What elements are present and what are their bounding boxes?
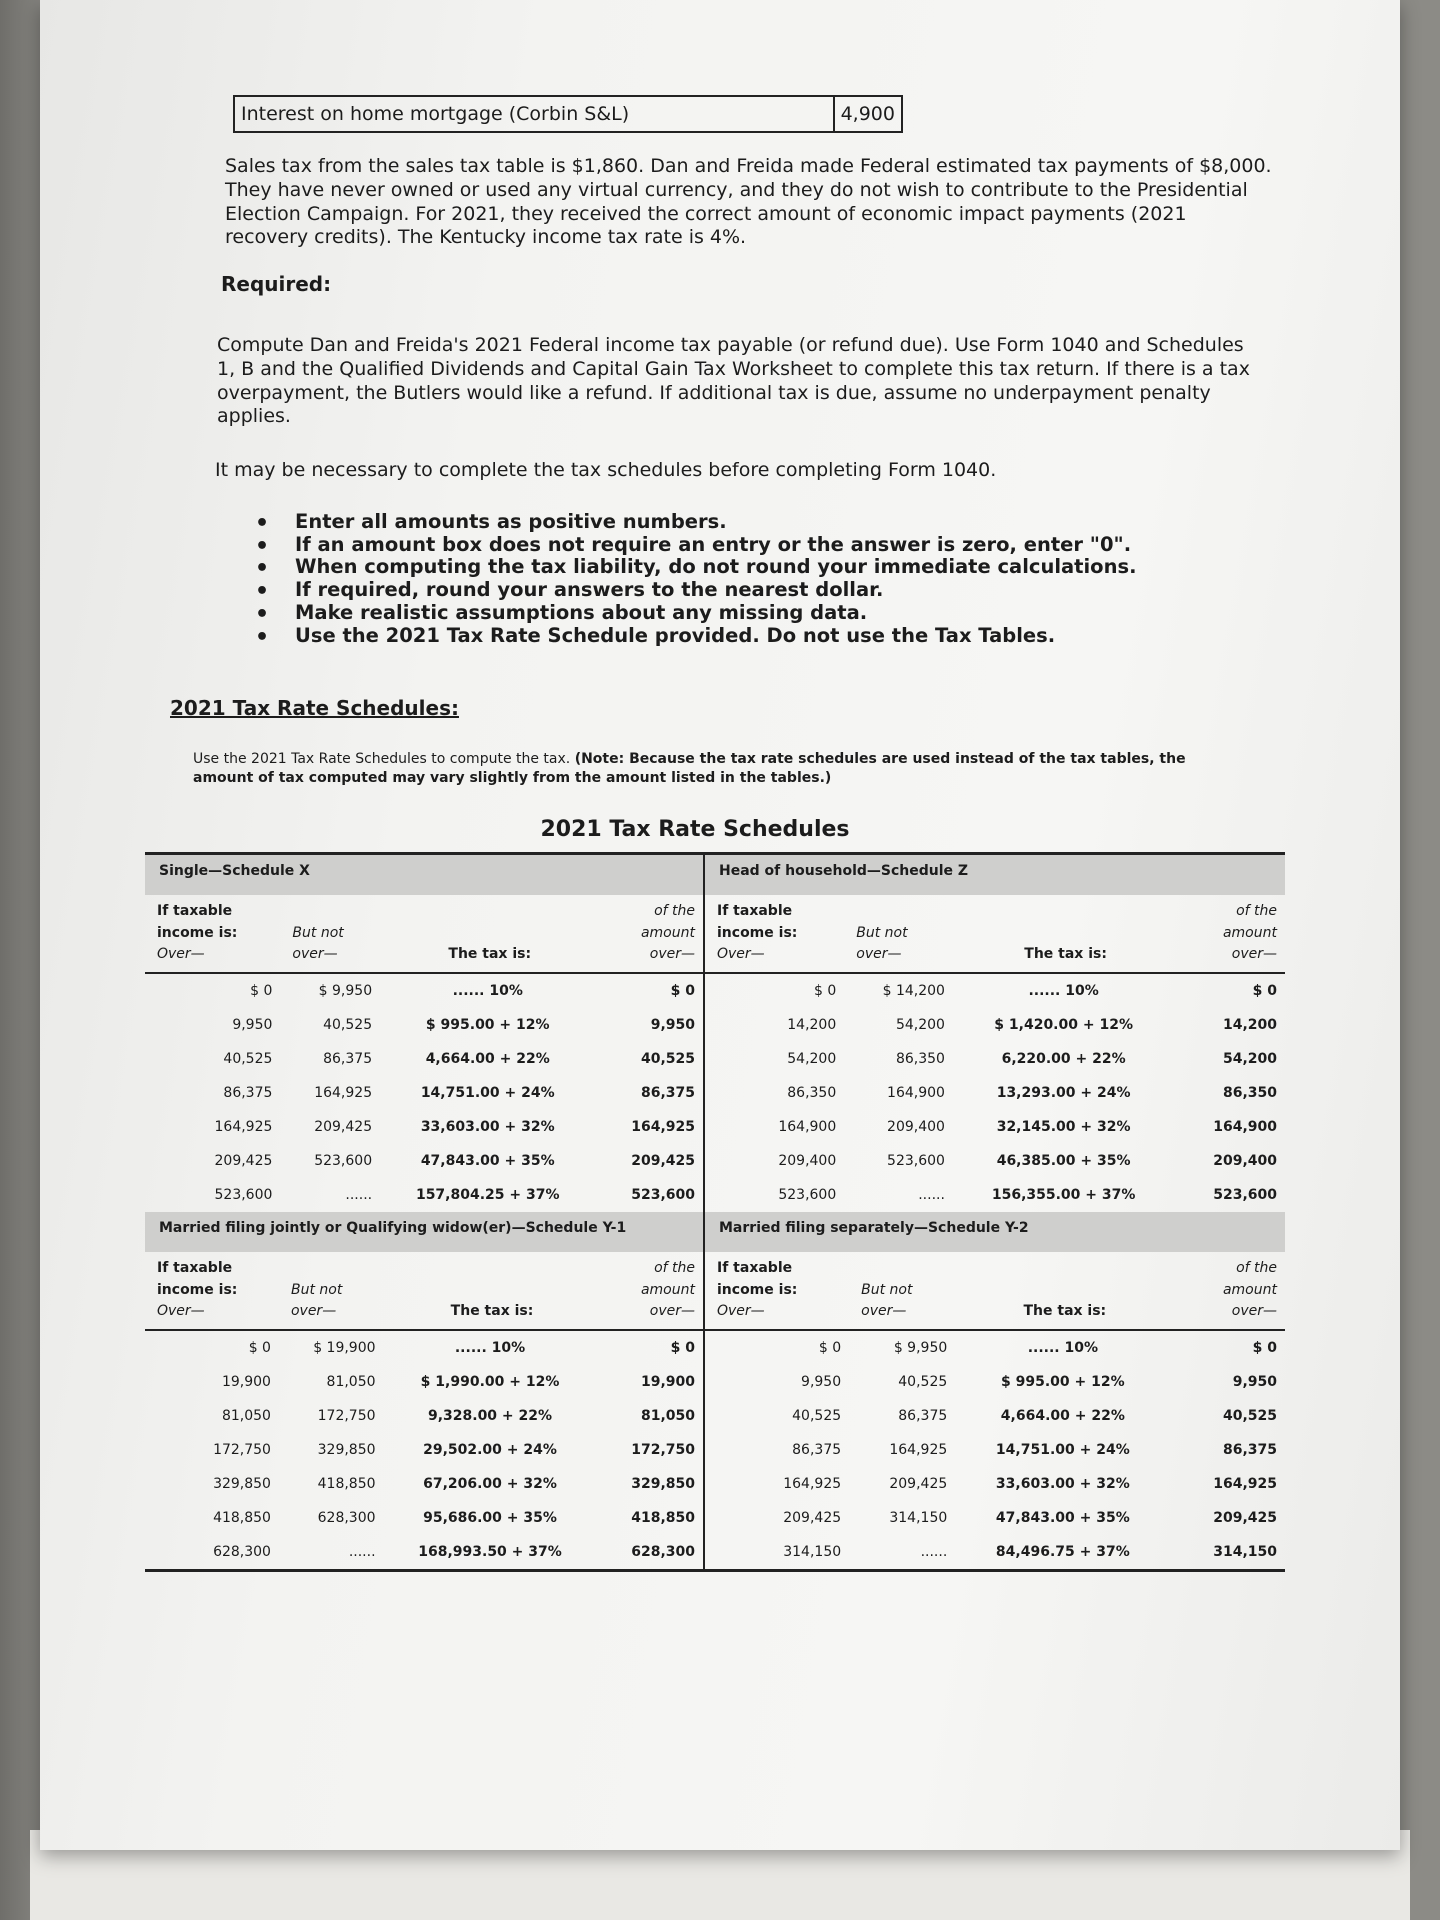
cell-but-not: 81,050	[326, 1373, 376, 1390]
cell-but-not: 628,300	[317, 1509, 376, 1526]
header-text: If taxable	[157, 1259, 233, 1276]
cell-but-not: $ 9,950	[893, 1339, 948, 1356]
header-text: If taxable	[157, 902, 233, 919]
document-page	[40, 0, 1400, 1850]
cell-over: $ 0	[818, 1339, 842, 1356]
table-row	[145, 1110, 703, 1144]
cell-over: 9,950	[232, 1016, 273, 1033]
table-header-row	[705, 1252, 1285, 1330]
cell-of-amount: 209,425	[1213, 1509, 1277, 1526]
table-title: 2021 Tax Rate Schedules	[540, 816, 850, 842]
header-text: over—	[1231, 946, 1277, 963]
col-tax	[380, 895, 595, 973]
cell-tax: 47,843.00 + 35%	[420, 1152, 555, 1169]
cell-of-amount: 329,850	[631, 1475, 695, 1492]
table-row	[705, 1501, 1285, 1535]
cell-of-amount: 628,300	[631, 1543, 695, 1560]
cell-of-amount: 86,375	[1222, 1441, 1277, 1458]
schedule-title: Married filing separately—Schedule Y-2	[705, 1212, 1285, 1252]
cell-but-not: $ 9,950	[318, 982, 373, 999]
header-text: amount	[640, 924, 695, 941]
table-header-row	[145, 1252, 703, 1330]
table-row	[145, 1501, 703, 1535]
instruction-list	[255, 511, 1330, 648]
cell-tax: 67,206.00 + 32%	[423, 1475, 557, 1492]
cell-over: 54,200	[787, 1050, 837, 1067]
header-text: amount	[1222, 1281, 1277, 1298]
cell-but-not: 54,200	[895, 1016, 945, 1033]
cell-of-amount: 314,150	[1213, 1543, 1277, 1560]
cell-tax: 9,328.00 + 22%	[427, 1407, 553, 1424]
cell-but-not: 86,375	[898, 1407, 948, 1424]
cell-but-not: 209,425	[889, 1475, 948, 1492]
list-item: • If required, round your answers to the nearest dollar.	[255, 579, 1330, 602]
cell-of-amount: 164,900	[1213, 1118, 1277, 1135]
header-text: amount	[1222, 924, 1277, 941]
cell-tax: 168,993.50 + 37%	[418, 1543, 562, 1560]
cell-but-not: ......	[345, 1186, 373, 1203]
cell-but-not: 314,150	[889, 1509, 948, 1526]
cell-over: 86,375	[792, 1441, 842, 1458]
cell-tax: 95,686.00 + 35%	[423, 1509, 557, 1526]
cell-of-amount: 523,600	[1213, 1186, 1277, 1203]
table-row	[705, 1433, 1285, 1467]
cell-but-not: 164,925	[314, 1084, 373, 1101]
table-row	[145, 1433, 703, 1467]
header-text: income is:	[717, 1281, 798, 1298]
cell-of-amount: 9,950	[1232, 1373, 1277, 1390]
header-text: Over—	[157, 1303, 205, 1320]
header-text: over—	[1231, 1303, 1277, 1320]
cell-of-amount: $ 0	[670, 982, 695, 999]
col-over	[145, 1252, 279, 1330]
cell-over: 164,925	[214, 1118, 273, 1135]
schedule-head-of-household	[705, 855, 1285, 1212]
schedule-title: Married filing jointly or Qualifying widow(er)—Schedule Y-1	[145, 1212, 703, 1252]
table-row	[705, 1467, 1285, 1501]
table-row	[145, 1144, 703, 1178]
cell-tax: 14,751.00 + 24%	[995, 1441, 1130, 1458]
col-tax	[955, 1252, 1170, 1330]
cell-tax: 29,502.00 + 24%	[423, 1441, 557, 1458]
cell-tax: 14,751.00 + 24%	[420, 1084, 555, 1101]
list-item: • Use the 2021 Tax Rate Schedule provided. Do not use the Tax Tables.	[255, 625, 1330, 648]
cell-of-amount: 209,425	[631, 1152, 695, 1169]
col-over	[145, 895, 280, 973]
table-row	[705, 1008, 1285, 1042]
header-text: over—	[649, 1303, 695, 1320]
cell-over: $ 0	[248, 1339, 271, 1356]
table-row	[145, 1178, 703, 1212]
interest-value: 4,900	[833, 97, 901, 131]
cell-but-not: 40,525	[323, 1016, 373, 1033]
table-row	[145, 1535, 703, 1569]
cell-tax: ...... 10%	[1027, 1339, 1098, 1356]
cell-over: 209,425	[214, 1152, 273, 1169]
cell-but-not: 523,600	[314, 1152, 373, 1169]
cell-tax: 4,664.00 + 22%	[1000, 1407, 1125, 1424]
cell-but-not: 329,850	[317, 1441, 376, 1458]
col-of-amount	[1170, 1252, 1285, 1330]
cell-of-amount: 523,600	[631, 1186, 695, 1203]
cell-of-amount: 40,525	[640, 1050, 695, 1067]
cell-tax: 84,496.75 + 37%	[995, 1543, 1130, 1560]
cell-of-amount: 86,350	[1222, 1084, 1277, 1101]
cell-tax: $ 1,420.00 + 12%	[994, 1016, 1133, 1033]
table-row	[705, 1110, 1285, 1144]
cell-over: 86,375	[223, 1084, 273, 1101]
rate-table	[705, 895, 1285, 1212]
cell-over: 209,400	[778, 1152, 837, 1169]
list-item: • Enter all amounts as positive numbers.	[255, 511, 1330, 534]
col-but-not	[849, 1252, 955, 1330]
cell-over: 40,525	[792, 1407, 842, 1424]
cell-but-not: 86,375	[323, 1050, 373, 1067]
cell-tax: ...... 10%	[1028, 982, 1099, 999]
cell-tax: $ 995.00 + 12%	[1001, 1373, 1125, 1390]
table-row	[705, 1365, 1285, 1399]
table-row	[145, 1008, 703, 1042]
table-row	[705, 1399, 1285, 1433]
cell-of-amount: $ 0	[1252, 1339, 1277, 1356]
cell-of-amount: 14,200	[1222, 1016, 1277, 1033]
header-text: But not	[292, 924, 344, 941]
cell-over: 523,600	[214, 1186, 273, 1203]
table-row	[145, 1042, 703, 1076]
header-text: Over—	[717, 1303, 765, 1320]
cell-tax: 4,664.00 + 22%	[425, 1050, 550, 1067]
cell-tax: 32,145.00 + 32%	[996, 1118, 1131, 1135]
cell-tax: $ 995.00 + 12%	[425, 1016, 550, 1033]
header-text: But not	[856, 924, 908, 941]
cell-of-amount: 172,750	[631, 1441, 695, 1458]
cell-but-not: ......	[348, 1543, 376, 1560]
table-header-row	[705, 895, 1285, 973]
cell-over: 628,300	[213, 1543, 271, 1560]
cell-but-not: 209,425	[314, 1118, 373, 1135]
cell-of-amount: 81,050	[640, 1407, 695, 1424]
interest-row	[233, 95, 903, 133]
header-text: amount	[640, 1281, 695, 1298]
cell-over: $ 0	[250, 982, 273, 999]
cell-but-not: 40,525	[898, 1373, 948, 1390]
header-text: over—	[290, 1303, 337, 1320]
table-row	[705, 1042, 1285, 1076]
cell-but-not: 523,600	[887, 1152, 945, 1169]
list-item: • Make realistic assumptions about any missing data.	[255, 602, 1330, 625]
cell-tax: 33,603.00 + 32%	[420, 1118, 555, 1135]
cell-over: 86,350	[787, 1084, 837, 1101]
cell-over: 523,600	[778, 1186, 837, 1203]
schedule-title: Single—Schedule X	[145, 855, 703, 895]
cell-over: 81,050	[221, 1407, 271, 1424]
cell-but-not: 164,900	[887, 1084, 945, 1101]
header-text: income is:	[157, 1281, 238, 1298]
col-but-not	[844, 895, 953, 973]
cell-tax: ...... 10%	[454, 1339, 526, 1356]
col-of-amount	[597, 1252, 704, 1330]
schedules-heading: 2021 Tax Rate Schedules:	[170, 695, 459, 720]
header-text: Over—	[157, 946, 205, 963]
table-row	[145, 1330, 703, 1365]
cell-over: 19,900	[221, 1373, 271, 1390]
rate-table	[705, 1252, 1285, 1569]
cell-of-amount: $ 0	[1252, 982, 1277, 999]
cell-tax: 47,843.00 + 35%	[995, 1509, 1130, 1526]
col-over	[705, 1252, 849, 1330]
cell-tax: ...... 10%	[452, 982, 523, 999]
cell-but-not: 418,850	[317, 1475, 376, 1492]
cell-tax: 13,293.00 + 24%	[996, 1084, 1131, 1101]
col-but-not	[279, 1252, 384, 1330]
cell-tax: 6,220.00 + 22%	[1001, 1050, 1126, 1067]
col-but-not	[280, 895, 380, 973]
header-text: over—	[292, 946, 338, 963]
cell-of-amount: 418,850	[631, 1509, 695, 1526]
table-row	[705, 1535, 1285, 1569]
cell-but-not: ......	[918, 1186, 945, 1203]
required-label: Required:	[221, 272, 332, 296]
schedules-note	[193, 750, 1243, 789]
header-text: income is:	[717, 924, 798, 941]
cell-over: 172,750	[213, 1441, 271, 1458]
cell-but-not: 86,350	[895, 1050, 945, 1067]
cell-of-amount: 19,900	[640, 1373, 695, 1390]
cell-of-amount: 40,525	[1222, 1407, 1277, 1424]
cell-of-amount: 164,925	[1213, 1475, 1277, 1492]
schedule-married-separately	[705, 1212, 1285, 1569]
table-row	[145, 1365, 703, 1399]
cell-but-not: ......	[920, 1543, 948, 1560]
cell-over: 329,850	[213, 1475, 271, 1492]
col-of-amount	[1174, 895, 1285, 973]
cell-of-amount: 9,950	[650, 1016, 695, 1033]
cell-but-not: $ 14,200	[882, 982, 945, 999]
header-text: over—	[856, 946, 902, 963]
cell-over: 164,900	[778, 1118, 837, 1135]
header-text: of the	[654, 1259, 695, 1276]
rate-table	[145, 1252, 703, 1569]
table-row	[145, 973, 703, 1008]
table-row	[145, 1399, 703, 1433]
col-tax	[953, 895, 1174, 973]
table-row	[705, 973, 1285, 1008]
table-row	[705, 1330, 1285, 1365]
cell-but-not: 209,400	[887, 1118, 945, 1135]
header-text: of the	[654, 902, 695, 919]
cell-but-not: $ 19,900	[313, 1339, 376, 1356]
cell-over: 14,200	[787, 1016, 837, 1033]
cell-but-not: 164,925	[889, 1441, 948, 1458]
schedule-married-jointly	[145, 1212, 705, 1569]
col-over	[705, 895, 844, 973]
rate-table	[145, 895, 703, 1212]
header-text: The tax is:	[448, 946, 532, 963]
cell-of-amount: 164,925	[631, 1118, 695, 1135]
table-row	[705, 1076, 1285, 1110]
table-row	[705, 1178, 1285, 1212]
paragraph-instructions: Compute Dan and Freida's 2021 Federal income tax payable (or refund due). Use Form 1040 and Schedules 1, B and the Qualified Dividends and Capital Gain Tax Worksheet to complete this tax return. If there is a tax overpayment, the Butlers would like a refund. If additional tax is due, assume no underpayment penalty applies.	[217, 334, 1250, 428]
table-header-row	[145, 895, 703, 973]
header-text: income is:	[157, 924, 238, 941]
header-text: But not	[861, 1281, 913, 1298]
header-text: Over—	[717, 946, 765, 963]
cell-tax: 46,385.00 + 35%	[996, 1152, 1131, 1169]
header-text: If taxable	[717, 902, 793, 919]
paragraph-sales-tax: Sales tax from the sales tax table is $1,860. Dan and Freida made Federal estimated tax payments of $8,000. They have never owned or used any virtual currency, and they do not wish to contribute to the Presidential Election Campaign. For 2021, they received the correct amount of economic impact payments (2021 recovery credits). The Kentucky income tax rate is 4%.	[225, 155, 1272, 249]
header-text: of the	[1236, 1259, 1277, 1276]
list-item: • When computing the tax liability, do not round your immediate calculations.	[255, 556, 1330, 579]
cell-over: 209,425	[783, 1509, 842, 1526]
note-text: Use the 2021 Tax Rate Schedules to compute the tax.	[193, 750, 575, 767]
schedule-title: Head of household—Schedule Z	[705, 855, 1285, 895]
table-row	[705, 1144, 1285, 1178]
interest-label: Interest on home mortgage (Corbin S&L)	[241, 103, 630, 125]
header-text: But not	[290, 1281, 343, 1298]
cell-over: 418,850	[213, 1509, 271, 1526]
cell-of-amount: 86,375	[640, 1084, 695, 1101]
cell-of-amount: 209,400	[1213, 1152, 1277, 1169]
col-tax	[384, 1252, 597, 1330]
header-text: The tax is:	[450, 1303, 534, 1320]
cell-tax: 156,355.00 + 37%	[991, 1186, 1136, 1203]
list-item: • If an amount box does not require an entry or the answer is zero, enter "0".	[255, 534, 1330, 557]
col-of-amount	[595, 895, 703, 973]
cell-tax: 33,603.00 + 32%	[995, 1475, 1130, 1492]
cell-tax: $ 1,990.00 + 12%	[420, 1373, 560, 1390]
paragraph-note: It may be necessary to complete the tax schedules before completing Form 1040.	[215, 459, 997, 481]
header-text: If taxable	[717, 1259, 793, 1276]
schedule-single	[145, 855, 705, 1212]
document-content	[145, 95, 1330, 1572]
cell-of-amount: $ 0	[670, 1339, 695, 1356]
cell-over: $ 0	[813, 982, 837, 999]
table-row	[145, 1467, 703, 1501]
header-text: over—	[649, 946, 695, 963]
cell-over: 9,950	[801, 1373, 842, 1390]
header-text: over—	[861, 1303, 907, 1320]
cell-over: 40,525	[223, 1050, 273, 1067]
header-text: The tax is:	[1024, 946, 1107, 963]
header-text: The tax is:	[1023, 1303, 1107, 1320]
tax-rate-schedules	[145, 852, 1285, 1572]
table-row	[145, 1076, 703, 1110]
cell-but-not: 172,750	[317, 1407, 376, 1424]
cell-over: 164,925	[783, 1475, 842, 1492]
note-bold-text: (Note: Because the tax rate schedules are used instead of the tax tables, the amount of tax computed may vary slightly from the amount listed in the tables.)	[193, 750, 1186, 787]
cell-over: 314,150	[783, 1543, 842, 1560]
cell-tax: 157,804.25 + 37%	[415, 1186, 560, 1203]
header-text: of the	[1236, 902, 1277, 919]
cell-of-amount: 54,200	[1222, 1050, 1277, 1067]
